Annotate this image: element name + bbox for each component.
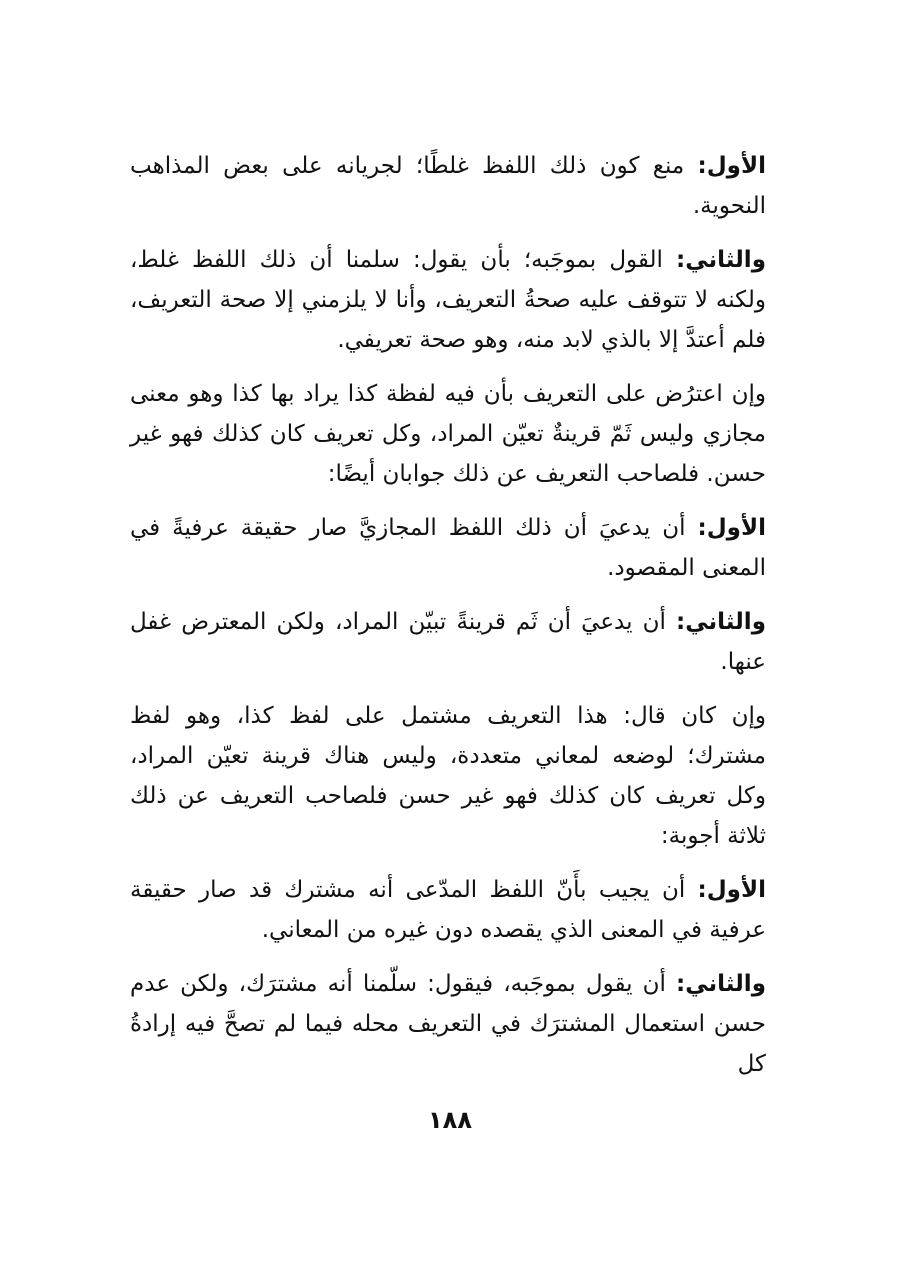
- body-text: [130, 146, 766, 1096]
- paragraph-body: وإن اعترُض على التعريف بأن فيه لفظة كذا يراد بها كذا وهو معنى مجازي وليس ثَمّ قرينةٌ تعيّن المراد، وكل تعريف كان كذلك فهو غير حسن. فلصاحب التعريف عن ذلك جوابان أيضًا:: [130, 381, 766, 487]
- paragraph-body: أن يقول بموجَبه، فيقول: سلّمنا أنه مشترَك، ولكن عدم حسن استعمال المشترَك في التعريف محله فيما لم تصحَّ فيه إرادةُ كل: [130, 971, 766, 1077]
- paragraph-body: منع كون ذلك اللفظ غلطًا؛ لجريانه على بعض المذاهب النحوية.: [130, 153, 766, 219]
- paragraph-lead: الأول:: [697, 153, 766, 179]
- paragraph-body: أن يجيب بأَنّ اللفظ المدّعى أنه مشترك قد صار حقيقة عرفية في المعنى الذي يقصده دون غيره من المعاني.: [130, 877, 766, 943]
- paragraph-6: [130, 696, 766, 856]
- page-number: ١٨٨: [428, 1106, 472, 1134]
- paragraph-lead: والثاني:: [676, 609, 766, 635]
- paragraph-lead: والثاني:: [676, 971, 766, 997]
- paragraph-7: [130, 870, 766, 950]
- paragraph-2: [130, 240, 766, 360]
- paragraph-body: أن يدعيَ أن ثَم قرينةً تبيّن المراد، ولكن المعترض غفل عنها.: [130, 609, 766, 675]
- paragraph-5: [130, 602, 766, 682]
- paragraph-1: [130, 146, 766, 226]
- paragraph-lead: والثاني:: [676, 247, 766, 273]
- paragraph-body: القول بموجَبه؛ بأن يقول: سلمنا أن ذلك اللفظ غلط، ولكنه لا تتوقف عليه صحةُ التعريف، وأنا لا يلزمني إلا صحة التعريف، فلم أعتدَّ إلا بالذي لابد منه، وهو صحة تعريفي.: [130, 247, 766, 353]
- paragraph-body: وإن كان قال: هذا التعريف مشتمل على لفظ كذا، وهو لفظ مشترك؛ لوضعه لمعاني متعددة، وليس هناك قرينة تعيّن المراد، وكل تعريف كان كذلك فهو غير حسن فلصاحب التعريف عن ذلك ثلاثة أجوبة:: [130, 703, 766, 849]
- paragraph-body: أن يدعيَ أن ذلك اللفظ المجازيَّ صار حقيقة عرفيةً في المعنى المقصود.: [130, 515, 766, 581]
- paragraph-4: [130, 508, 766, 588]
- paragraph-lead: الأول:: [697, 877, 766, 903]
- paragraph-lead: الأول:: [697, 515, 766, 541]
- paragraph-8: [130, 964, 766, 1084]
- paragraph-3: [130, 374, 766, 494]
